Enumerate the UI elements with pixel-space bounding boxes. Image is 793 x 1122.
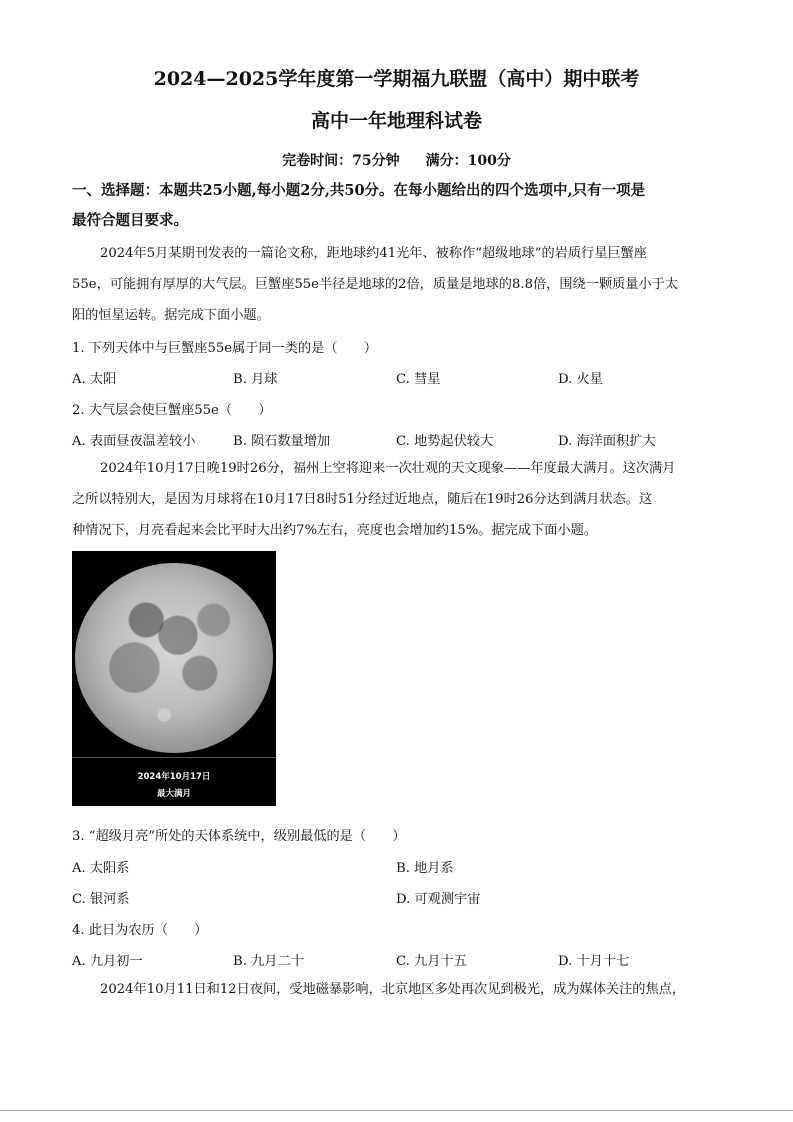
question-2-options xyxy=(72,430,722,450)
question-3-options-row-1 xyxy=(72,857,722,877)
option-a[interactable]: A. 太阳系 xyxy=(72,861,130,876)
option-c[interactable]: C. 九月十五 xyxy=(396,954,467,969)
passage-line: 阳的恒星运转。据完成下面小题。 xyxy=(72,308,270,323)
exam-score: 满分：100分 xyxy=(425,153,511,169)
option-d[interactable]: D. 火星 xyxy=(558,372,603,387)
option-b[interactable]: B. 月球 xyxy=(233,372,278,387)
option-d[interactable]: D. 十月十七 xyxy=(558,954,630,969)
option-c[interactable]: C. 彗星 xyxy=(396,372,441,387)
photo-caption-date: 2024年10月17日 xyxy=(137,772,211,782)
option-d[interactable]: D. 海洋面积扩大 xyxy=(558,434,656,449)
exam-info xyxy=(0,150,793,170)
option-b[interactable]: B. 陨石数量增加 xyxy=(233,434,331,449)
option-c[interactable]: C. 银河系 xyxy=(72,892,130,907)
passage-3 xyxy=(72,974,722,1005)
exam-time: 完卷时间：75分钟 xyxy=(282,153,400,169)
question-3-options-row-2 xyxy=(72,888,722,908)
passage-line: 种情况下，月亮看起来会比平时大出约7%左右，亮度也会增加约15%。据完成下面小题。 xyxy=(72,523,597,538)
option-c[interactable]: C. 地势起伏较大 xyxy=(396,434,494,449)
question-3-stem: 3. “超级月亮”所处的天体系统中，级别最低的是（ ） xyxy=(72,829,406,844)
option-a[interactable]: A. 九月初一 xyxy=(72,954,143,969)
passage-line: 2024年10月17日晚19时26分，福州上空将迎来一次壮观的天文现象——年度最大满月。这次满月 xyxy=(100,461,676,476)
passage-line: 2024年10月11日和12日夜间，受地磁暴影响，北京地区多处再次见到极光，成为媒体关注的焦点， xyxy=(100,982,686,997)
passage-1 xyxy=(72,238,722,331)
option-a[interactable]: A. 表面昼夜温差较小 xyxy=(72,434,196,449)
exam-title: 2024—2025学年度第一学期福九联盟（高中）期中联考 xyxy=(153,68,640,90)
section-heading-line: 一、选择题：本题共25小题,每小题2分,共50分。在每小题给出的四个选项中,只有一项是 xyxy=(72,182,646,199)
option-b[interactable]: B. 九月二十 xyxy=(233,954,304,969)
passage-line: 之所以特别大，是因为月球将在10月17日8时51分经过近地点，随后在19时26分达到满月状态。这 xyxy=(72,492,653,507)
full-moon-photo xyxy=(72,551,276,806)
section-heading-line: 最符合题目要求。 xyxy=(72,212,188,229)
option-a[interactable]: A. 太阳 xyxy=(72,372,117,387)
question-2-stem: 2. 大气层会使巨蟹座55e（ ） xyxy=(72,403,272,418)
passage-2 xyxy=(72,453,722,546)
passage-line: 55e，可能拥有厚厚的大气层。巨蟹座55e半径是地球的2倍，质量是地球的8.8倍，围绕一颗质量小于太 xyxy=(72,277,679,292)
photo-divider xyxy=(72,757,276,758)
exam-subtitle: 高中一年地理科试卷 xyxy=(310,110,482,132)
question-4-stem: 4. 此日为农历（ ） xyxy=(72,923,208,938)
question-1-options xyxy=(72,368,722,388)
question-1-stem: 1. 下列天体中与巨蟹座55e属于同一类的是（ ） xyxy=(72,341,378,356)
section-heading xyxy=(72,176,722,236)
question-4-options xyxy=(72,950,722,970)
option-d[interactable]: D. 可观测宇宙 xyxy=(396,892,481,907)
passage-line: 2024年5月某期刊发表的一篇论文称，距地球约41光年、被称作“超级地球”的岩质行星巨蟹座 xyxy=(100,246,647,261)
photo-caption-label: 最大满月 xyxy=(156,789,191,799)
page-bottom-rule xyxy=(0,1110,793,1111)
option-b[interactable]: B. 地月系 xyxy=(396,861,454,876)
moon-image xyxy=(75,563,273,753)
